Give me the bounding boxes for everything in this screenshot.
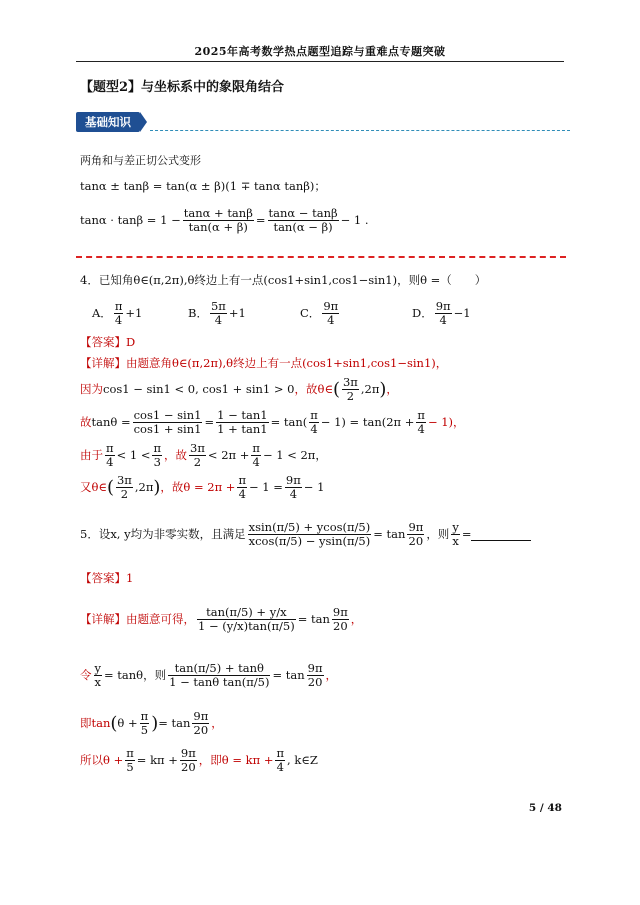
numerator: π [106, 440, 114, 455]
page-number: 5 / 48 [528, 802, 562, 814]
q4-option-c [300, 298, 341, 328]
equals: = [204, 415, 215, 429]
option-tail: +1 [228, 306, 246, 320]
numerator: y [452, 519, 459, 534]
denominator: 5 [126, 759, 134, 774]
fraction [114, 300, 124, 327]
paren-open: ( [332, 378, 340, 400]
expr: = tanθ，则 [104, 668, 167, 682]
fraction [268, 207, 339, 234]
fraction [133, 409, 203, 436]
q4-option-a [92, 298, 142, 328]
paren-close: ) [153, 476, 161, 498]
denominator: 4 [417, 421, 425, 436]
q4-detail-line5 [80, 472, 324, 502]
text: 故 [80, 415, 92, 429]
numerator: 1 − tan1 [217, 407, 268, 422]
numerator: xsin(π/5) + ycos(π/5) [248, 519, 371, 534]
fraction [309, 409, 319, 436]
fraction [94, 662, 103, 689]
expr: − 1) = tan(2π + [320, 415, 415, 429]
fraction [322, 300, 339, 327]
q4-stem: 4．已知角θ∈(π,2π),θ终边上有一点(cos1+sin1,cos1−sin1)，则θ =（ ） [80, 273, 487, 287]
expr: = kπ + [136, 753, 178, 767]
expr: − 1 [303, 480, 325, 494]
fraction [116, 474, 133, 501]
fraction [192, 710, 209, 737]
text: ，故θ∈ [294, 382, 333, 396]
q4-detail-line4 [80, 440, 327, 470]
numerator: 9π [285, 472, 301, 487]
fraction [407, 521, 424, 548]
fraction [237, 474, 247, 501]
denominator: 20 [181, 759, 196, 774]
formula-lhs: tanα · tanβ = 1 − [80, 213, 181, 227]
q4-option-b [188, 298, 246, 328]
option-label: C． [300, 306, 321, 320]
q5-stem [80, 516, 531, 552]
q4-detail-line2 [80, 374, 398, 404]
formula-tail: − 1 . [340, 213, 369, 227]
fraction [210, 300, 227, 327]
numerator: 5π [210, 298, 226, 313]
text: ， [350, 612, 363, 626]
option-label: D． [412, 306, 433, 320]
text: ， [325, 668, 338, 682]
numerator: cos1 − sin1 [133, 407, 202, 422]
denominator: 2 [120, 486, 129, 501]
knowledge-title: 两角和与差正切公式变形 [80, 154, 201, 167]
expr: tanθ = [91, 415, 131, 429]
expr: − 1)， [427, 415, 465, 429]
equals: = [255, 213, 266, 227]
denominator: 20 [307, 674, 323, 689]
option-tail: −1 [453, 306, 471, 320]
text: 由于 [80, 448, 103, 462]
denominator: 1 − (y/x)tan(π/5) [198, 618, 295, 633]
interval-end: ,2π [134, 480, 154, 494]
equals: = [461, 527, 472, 541]
q4-option-d [412, 298, 471, 328]
text: ， [211, 716, 223, 730]
q5-answer: 【答案】1 [80, 571, 134, 585]
fraction [180, 747, 197, 774]
formula-sum-tan: tanα ± tanβ = tan(α ± β)(1 ∓ tanα tanβ)； [80, 179, 326, 193]
expr: = tan [373, 527, 406, 541]
fraction [248, 521, 372, 548]
q5-detail-line3 [80, 706, 223, 740]
numerator: tanα + tanβ [183, 205, 253, 220]
expr: θ + [117, 716, 138, 730]
text: 又θ∈ [80, 480, 107, 494]
fraction [285, 474, 302, 501]
fraction [216, 409, 268, 436]
numerator: π [140, 708, 149, 723]
numerator: 9π [307, 660, 323, 675]
expr: < 2π + [207, 448, 250, 462]
denominator: 20 [193, 722, 209, 737]
denominator: tan(α − β) [273, 219, 333, 234]
text: ，故 [164, 448, 188, 462]
text: ，则 [426, 527, 450, 541]
fraction [197, 606, 296, 633]
q5-detail-line1 [80, 600, 362, 638]
text: 5．设x, y均为非零实数，且满足 [80, 527, 246, 541]
paren-open: ( [110, 712, 118, 734]
denominator: 2 [193, 454, 202, 469]
expr: , k∈Z [287, 753, 318, 767]
fraction [332, 606, 349, 633]
expr: = tan [272, 668, 305, 682]
fraction [451, 521, 460, 548]
header-rule [76, 61, 564, 62]
tab-divider [150, 130, 570, 131]
denominator: 1 − tanθ tan(π/5) [169, 674, 270, 689]
denominator: 4 [327, 312, 335, 327]
text: ， [386, 382, 398, 396]
formula-product-tan [80, 203, 369, 237]
option-label: B． [188, 306, 208, 320]
numerator: π [252, 440, 260, 455]
interval-end: ,2π [360, 382, 380, 396]
denominator: 4 [114, 312, 123, 327]
numerator: tan(π/5) + tanθ [168, 662, 270, 676]
fraction [435, 300, 452, 327]
denominator: 20 [333, 618, 348, 633]
denominator: x [94, 674, 101, 689]
fraction [342, 376, 359, 403]
denominator: 4 [439, 312, 447, 327]
text: 所以θ + [80, 753, 124, 767]
numerator: π [238, 472, 247, 487]
option-tail: +1 [125, 306, 143, 320]
fraction [189, 442, 206, 469]
numerator: π [114, 298, 123, 313]
denominator: 4 [214, 312, 223, 327]
fraction [140, 710, 150, 737]
section-divider [76, 256, 566, 258]
denominator: 20 [408, 533, 424, 548]
basic-knowledge-tab: 基础知识 [76, 112, 140, 132]
numerator: 9π [323, 298, 339, 313]
q5-detail-line4 [80, 744, 318, 776]
fraction [183, 207, 254, 234]
denominator: x [452, 533, 459, 548]
text: 因为 [80, 382, 103, 396]
fraction [125, 747, 135, 774]
section-title: 【题型2】与坐标系中的象限角结合 [80, 80, 285, 95]
denominator: 4 [238, 486, 246, 501]
option-label: A． [92, 306, 112, 320]
fraction [251, 442, 261, 469]
expr: = tan [297, 612, 330, 626]
expr: − 1 < 2π， [262, 448, 327, 462]
denominator: 4 [289, 486, 298, 501]
numerator: 9π [193, 708, 209, 723]
q5-detail-line2 [80, 656, 337, 694]
expr: < 1 < [116, 448, 151, 462]
denominator: cos1 + sin1 [133, 421, 202, 436]
numerator: tanα − tanβ [268, 205, 338, 220]
denominator: 4 [252, 454, 260, 469]
numerator: 9π [408, 519, 424, 534]
expr: = tan( [270, 415, 308, 429]
text: 【详解】由题意可得， [80, 612, 195, 626]
denominator: 4 [106, 454, 114, 469]
fraction [416, 409, 426, 436]
numerator: 3π [116, 472, 132, 487]
numerator: y [94, 660, 101, 675]
denominator: 5 [140, 722, 149, 737]
q4-answer: 【答案】D [80, 335, 136, 349]
numerator: 9π [180, 745, 196, 760]
paren-open: ( [106, 476, 114, 498]
denominator: 4 [310, 421, 318, 436]
denominator: 2 [346, 388, 355, 403]
numerator: π [276, 745, 285, 760]
fraction [275, 747, 285, 774]
denominator: 1 + tan1 [217, 421, 268, 436]
fraction [307, 662, 324, 689]
fraction [168, 662, 270, 689]
answer-blank [471, 528, 531, 541]
expr: − 1 = [249, 480, 283, 494]
paren-close: ) [379, 378, 387, 400]
numerator: tan(π/5) + y/x [197, 606, 296, 620]
fraction [105, 442, 115, 469]
inequality: cos1 − sin1 < 0, cos1 + sin1 > 0 [103, 382, 295, 396]
text: ，即θ = kπ + [198, 753, 274, 767]
denominator: 4 [276, 759, 284, 774]
text: 令 [80, 668, 92, 682]
numerator: 9π [435, 298, 451, 313]
denominator: tan(α + β) [188, 219, 248, 234]
paren-close: ) [151, 712, 159, 734]
expr: = tan [158, 716, 191, 730]
denominator: xcos(π/5) − ysin(π/5) [248, 533, 371, 548]
numerator: 3π [342, 374, 358, 389]
fraction [152, 442, 162, 469]
numerator: π [126, 745, 134, 760]
q4-detail-line1: 【详解】由题意角θ∈(π,2π),θ终边上有一点(cos1+sin1,cos1−sin1)， [80, 356, 448, 370]
numerator: 3π [190, 440, 205, 455]
numerator: 9π [332, 604, 348, 619]
numerator: π [417, 407, 425, 422]
page-header: 2025年高考数学热点题型追踪与重难点专题突破 [194, 45, 446, 58]
text: ，故θ = 2π + [160, 480, 236, 494]
numerator: π [310, 407, 318, 422]
numerator: π [153, 440, 162, 455]
q4-detail-line3 [80, 406, 465, 438]
text: 即tan [80, 716, 111, 730]
denominator: 3 [153, 454, 161, 469]
